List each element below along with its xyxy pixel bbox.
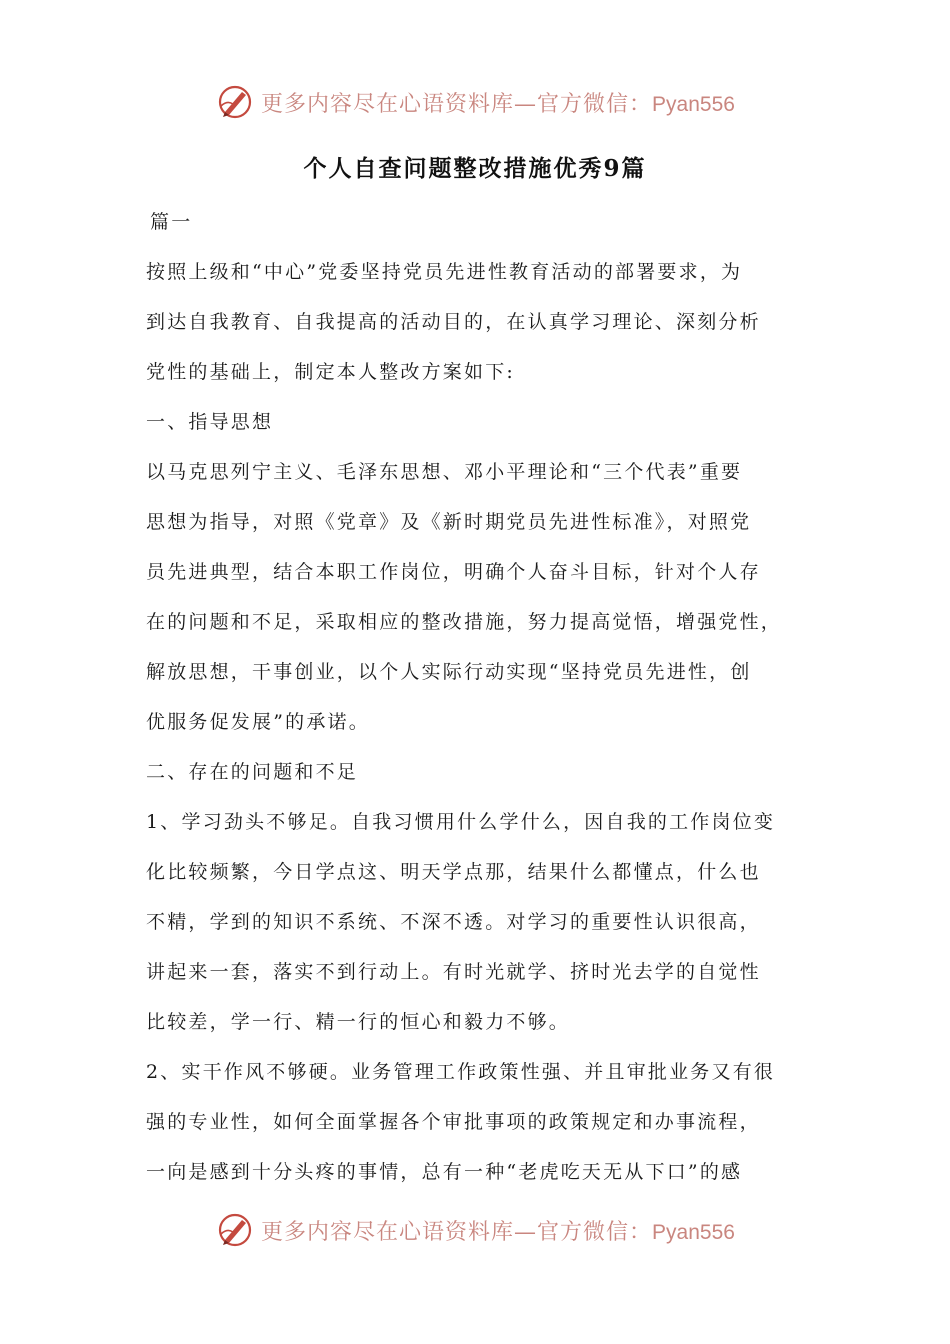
pen-logo-icon	[215, 1210, 255, 1250]
paragraph-line: 党性的基础上，制定本人整改方案如下:	[146, 361, 516, 383]
pen-logo-icon	[215, 82, 255, 122]
paragraph-line: 1、学习劲头不够足。自我习惯用什么学什么，因自我的工作岗位变	[146, 811, 776, 833]
document-body	[146, 197, 818, 1197]
paragraph-line: 比较差，学一行、精一行的恒心和毅力不够。	[146, 1011, 571, 1033]
paragraph-line: 不精，学到的知识不系统、不深不透。对学习的重要性认识很高，	[146, 911, 761, 933]
watermark-text	[261, 1215, 735, 1246]
paragraph-line: 一向是感到十分头疼的事情，总有一种“老虎吃天无从下口”的感	[146, 1161, 743, 1183]
footer-watermark	[0, 1208, 950, 1252]
watermark-text-cn: 更多内容尽在心语资料库—官方微信：	[261, 91, 653, 117]
paragraph-line: 到达自我教育、自我提高的活动目的，在认真学习理论、深刻分析	[146, 311, 761, 333]
document-title: 个人自查问题整改措施优秀9篇	[303, 155, 647, 182]
paragraph-line: 以马克思列宁主义、毛泽东思想、邓小平理论和“三个代表”重要	[146, 461, 743, 483]
watermark-wechat-id: Pyan556	[652, 92, 735, 116]
paragraph-line: 强的专业性，如何全面掌握各个审批事项的政策规定和办事流程，	[146, 1111, 761, 1133]
paragraph-line: 思想为指导，对照《党章》及《新时期党员先进性标准》，对照党	[146, 511, 752, 533]
watermark-text	[261, 87, 735, 118]
paragraph-line: 化比较频繁，今日学点这、明天学点那，结果什么都懂点，什么也	[146, 861, 761, 883]
paragraph-line: 按照上级和“中心”党委坚持党员先进性教育活动的部署要求，为	[146, 261, 743, 283]
chapter-label: 篇一	[150, 211, 193, 233]
paragraph-line: 解放思想，干事创业，以个人实际行动实现“坚持党员先进性，创	[146, 661, 752, 683]
paragraph-line: 在的问题和不足，采取相应的整改措施，努力提高觉悟，增强党性，	[146, 611, 783, 633]
paragraph-line: 讲起来一套，落实不到行动上。有时光就学、挤时光去学的自觉性	[146, 961, 761, 983]
paragraph-line: 员先进典型，结合本职工作岗位，明确个人奋斗目标，针对个人存	[146, 561, 761, 583]
watermark-wechat-id: Pyan556	[652, 1220, 735, 1244]
paragraph-line: 2、实干作风不够硬。业务管理工作政策性强、并且审批业务又有很	[146, 1061, 776, 1083]
header-watermark	[0, 80, 950, 124]
section-heading: 二、存在的问题和不足	[146, 761, 359, 783]
watermark-text-cn: 更多内容尽在心语资料库—官方微信：	[261, 1219, 653, 1245]
paragraph-line: 优服务促发展”的承诺。	[146, 711, 370, 733]
section-heading: 一、指导思想	[146, 411, 274, 433]
